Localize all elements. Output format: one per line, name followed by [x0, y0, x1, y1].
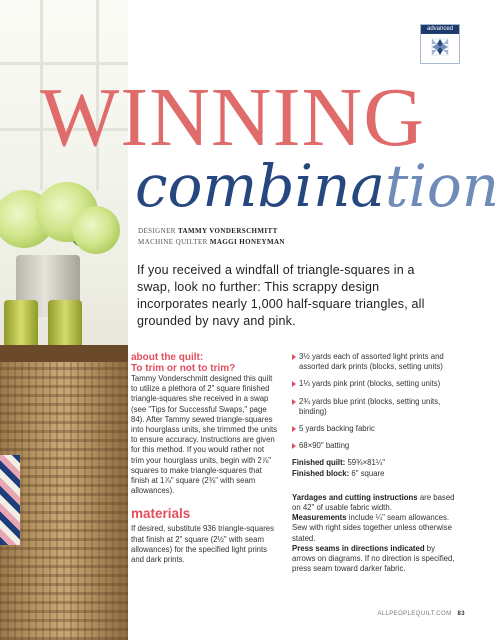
quilt-star-icon [430, 37, 450, 57]
materials-heading: materials [131, 506, 191, 522]
left-column [131, 352, 279, 565]
list-item [292, 441, 457, 451]
yardage-text: 3½ yards each of assorted light prints and assorted dark prints (blocks, setting units) [299, 352, 444, 372]
hydrangea-flower [72, 206, 120, 254]
about-heading [131, 352, 279, 374]
bullet-arrow-icon [292, 381, 296, 387]
yardage-text: 2¾ yards blue print (blocks, setting units, binding) [299, 396, 441, 416]
credits [138, 226, 438, 248]
title-combination-main: combina [135, 152, 386, 220]
right-column [292, 352, 457, 574]
bullet-arrow-icon [292, 399, 296, 405]
title-winning: WINNING [40, 71, 425, 164]
note-measurements [292, 513, 457, 544]
folded-quilt [0, 455, 20, 545]
intro-paragraph: If you received a windfall of triangle-squares in a swap, look no further: This scrappy design incorporates nearly 1,000 half-square triangles, all grounded by navy and pink. [137, 263, 425, 328]
about-body: Tammy Vonderschmitt designed this quilt to utilize a plethora of 2" square finished triangle-squares she received in a swap (see "Tips for Successful Swaps," page 84). After Tammy sewed triangle-squares into hourglass units, she trimmed the units to ensure accuracy. Instructions are given for this method. If you would rather not trim your hourglass units, begin with 2⅞" squares to make triangle-squares that finish at 1⅞" square (2⅜" with seam allowances). [131, 374, 278, 496]
finished-sizes [292, 458, 457, 478]
note-text: by arrows on diagrams. If no direction is specified, press seam toward darker fabric. [292, 543, 455, 574]
skill-level-badge [420, 24, 460, 64]
title-combination-fade: tion [385, 152, 499, 220]
finished-quilt-value: 59¾×81¼" [347, 458, 386, 468]
list-item [292, 352, 457, 372]
list-item [292, 379, 457, 389]
quilter-credit [138, 237, 438, 248]
finished-block-label: Finished block: [292, 468, 350, 478]
about-heading-line1: about the quilt: [131, 352, 204, 363]
quilter-label: MACHINE QUILTER [138, 238, 208, 246]
yardage-text: 5 yards backing fabric [299, 424, 375, 434]
page-footer [370, 611, 465, 617]
designer-name: TAMMY VONDERSCHMITT [177, 227, 278, 235]
footer-site: ALLPEOPLEQUILT.COM [377, 611, 452, 617]
finished-block [292, 469, 457, 479]
note-yardages [292, 493, 457, 513]
finished-quilt-label: Finished quilt: [292, 458, 346, 468]
skill-level-label: advanced [421, 25, 459, 34]
finished-quilt [292, 458, 457, 468]
yardage-text: 68×90" batting [299, 441, 350, 451]
bullet-arrow-icon [292, 426, 296, 432]
note-bold: Yardages and cutting instructions [292, 492, 418, 502]
note-text: include ¼" seam allowances. Sew with right sides together unless otherwise stated. [292, 513, 452, 543]
designer-label: DESIGNER [138, 227, 176, 235]
finished-block-value: 6" square [351, 468, 385, 478]
window-frame [0, 62, 128, 65]
yardage-text: 1⅓ yards pink print (blocks, setting units) [299, 379, 441, 389]
wooden-tray [0, 345, 128, 363]
quilter-name: MAGGI HONEYMAN [209, 238, 285, 246]
list-item [292, 397, 457, 417]
notes [292, 493, 457, 575]
materials-body: If desired, substitute 936 triangle-squares that finish at 2" square (2½" with seam allowances) for the specified light prints and dark prints. [131, 524, 275, 565]
about-heading-line2: To trim or not to trim? [131, 363, 236, 374]
note-press-seams [292, 544, 457, 575]
bullet-arrow-icon [292, 443, 296, 449]
yardage-list [292, 352, 457, 451]
list-item [292, 424, 457, 434]
note-text: are based on 42" of usable fabric width. [292, 492, 455, 513]
designer-credit [138, 226, 438, 237]
note-bold: Press seams in directions indicated [292, 543, 425, 553]
page-number: 83 [457, 611, 465, 617]
note-bold: Measurements [292, 513, 347, 523]
title-combination [135, 146, 499, 226]
bullet-arrow-icon [292, 354, 296, 360]
